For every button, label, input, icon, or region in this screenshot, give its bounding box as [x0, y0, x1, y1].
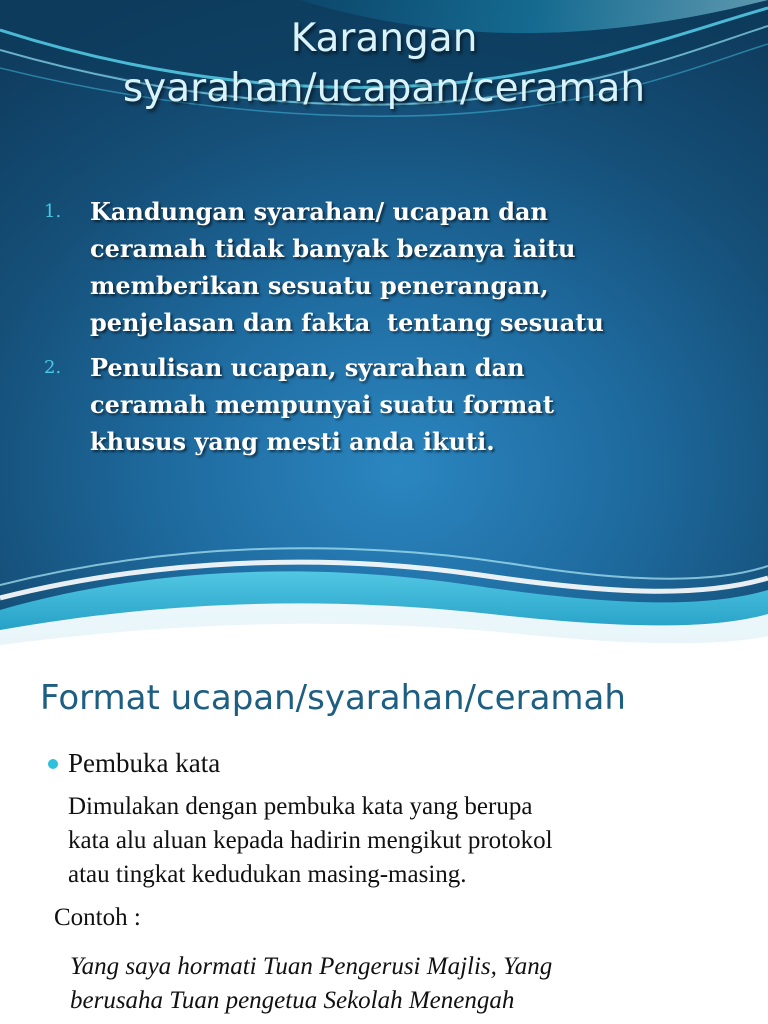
paragraph — [68, 790, 748, 892]
text-line: memberikan sesuatu penerangan, — [90, 271, 549, 300]
slide-1-title — [0, 14, 768, 114]
text-line: ceramah mempunyai suatu format — [90, 390, 554, 419]
paragraph-line: kata alu aluan kepada hadirin mengikut protokol — [68, 827, 553, 854]
bullet-dot-icon — [48, 759, 58, 769]
list-item — [44, 349, 744, 460]
text-line: khusus yang mesti anda ikuti. — [90, 427, 495, 456]
slide-2-title: Format ucapan/syarahan/ceramah — [40, 678, 626, 718]
list-number: 1. — [44, 201, 62, 222]
list-text — [90, 193, 744, 341]
contoh-label: Contoh : — [54, 904, 141, 931]
paragraph-line: atau tingkat kedudukan masing-masing. — [68, 861, 467, 888]
numbered-list — [44, 193, 744, 468]
example-line: Yang saya hormati Tuan Pengerusi Majlis, Yang — [70, 953, 553, 980]
title-line: syarahan/ucapan/ceramah — [122, 66, 646, 111]
bullet-text: Pembuka kata — [68, 748, 221, 778]
bullet-item — [48, 748, 220, 779]
text-line: penjelasan dan fakta tentang sesuatu — [90, 308, 604, 337]
list-item — [44, 193, 744, 341]
list-text — [90, 349, 744, 460]
list-number: 2. — [44, 357, 62, 378]
example-line: berusaha Tuan pengetua Sekolah Menengah — [70, 987, 515, 1014]
text-line: Kandungan syarahan/ ucapan dan — [90, 197, 548, 226]
title-line: Karangan — [290, 16, 478, 61]
paragraph-line: Dimulakan dengan pembuka kata yang berupa — [68, 793, 533, 820]
text-line: Penulisan ucapan, syarahan dan — [90, 353, 525, 382]
example-text — [70, 950, 750, 1018]
slide-2 — [0, 662, 768, 1024]
text-line: ceramah tidak banyak bezanya iaitu — [90, 234, 576, 263]
